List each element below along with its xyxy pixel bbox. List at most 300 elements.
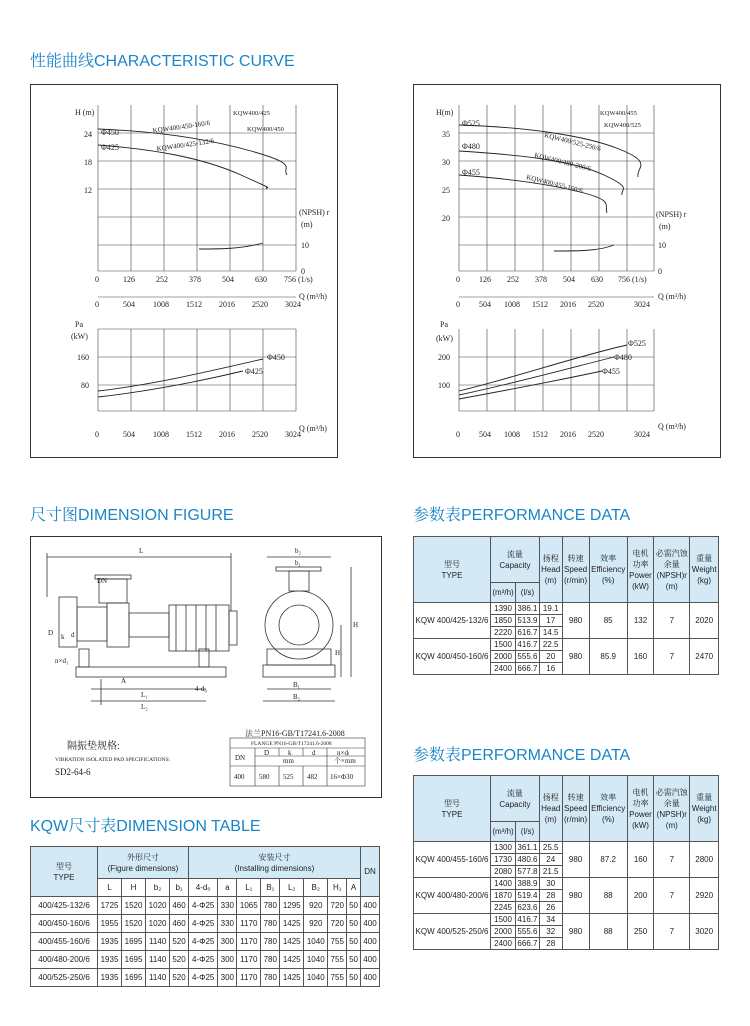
perf-capacity-ls: 519.4: [517, 891, 538, 900]
perf1-speed-header: 转速 Speed (r/min): [562, 537, 589, 603]
performance-data-title-2: 参数表PERFORMANCE DATA: [413, 747, 631, 764]
label-phi525: Φ525: [462, 119, 480, 128]
perf-head: 21.5: [539, 866, 562, 878]
dim-row-cell: 1425: [280, 951, 304, 969]
pa-tick-200: 200: [438, 353, 450, 362]
dim-row-cell: 4-Φ25: [189, 951, 218, 969]
perf-capacity-ls: 577.8: [517, 867, 538, 876]
q-tick-r-1008: 1008: [504, 300, 520, 309]
perf-capacity-m3h: 1870: [491, 890, 516, 902]
pa-label-phi425: Φ425: [245, 367, 263, 376]
q-tick-504: 504: [123, 300, 135, 309]
dimension-drawing: [31, 537, 381, 797]
perf-model-cell: KQW 400/525-250/6: [414, 914, 491, 950]
q-tick-3024: 3024: [285, 300, 301, 309]
perf-capacity-m3h: 2000: [491, 651, 516, 663]
dimension-table-title: KQW尺寸表DIMENSION TABLE: [30, 818, 261, 835]
h-tick-18: 18: [84, 158, 92, 167]
dim-row-cell: 1170: [237, 933, 261, 951]
dim-row-cell: 1425: [280, 915, 304, 933]
perf-npsh: 7: [654, 914, 690, 950]
npsh-unit: (m): [301, 220, 313, 229]
dim-row-cell: 50: [347, 897, 361, 915]
q-axis-label-right-bottom: Q (m³/h): [658, 422, 686, 431]
ls-tick-r-378: 378: [535, 275, 547, 284]
dim-row-cell: 1140: [146, 933, 170, 951]
q2-tick-504: 504: [123, 430, 135, 439]
perf-efficiency: 85: [589, 603, 627, 639]
perf-power: 132: [627, 603, 653, 639]
perf-capacity-ls: 555.6: [517, 927, 538, 936]
curve-label-right-a: KQW400/525-250/6: [543, 131, 602, 153]
ls-tick-504: 504: [222, 275, 234, 284]
perf-power: 160: [627, 639, 653, 675]
dim-table-figure-header: 外形尺寸 (Figure dimensions): [98, 847, 189, 879]
curve-pa-phi450: [98, 359, 263, 391]
pad-spec-model: SD2-64-6: [55, 767, 91, 777]
dim-row-cell: 780: [261, 915, 280, 933]
npsh-tick-10: 10: [301, 241, 309, 250]
dim-table-install-header: 安装尺寸 (Installing dimensions): [189, 847, 361, 879]
dim-row-cell: 400: [360, 897, 379, 915]
perf-head: 34: [539, 914, 562, 926]
model-label-a: KQW400/425: [233, 110, 270, 117]
h-tick-25: 25: [442, 186, 450, 195]
dim-row-cell: 520: [170, 933, 189, 951]
perf1-ls-header: (l/s): [516, 583, 540, 603]
q-axis-label-bottom: Q (m³/h): [299, 424, 327, 433]
perf-capacity-m3h: 1850: [491, 615, 516, 627]
dim-table-dn-header: DN: [360, 847, 379, 897]
dim-label-L2: L₂: [141, 703, 148, 711]
perf-speed: 980: [562, 842, 589, 878]
perf-head: 28: [539, 890, 562, 902]
dim-label-nxd: n×d₁: [55, 657, 69, 665]
q2-tick-r-0: 0: [456, 430, 460, 439]
perf2-ls-header: (l/s): [516, 822, 540, 842]
npsh-label-right: (NPSH) r: [656, 210, 687, 219]
q-tick-2520: 2520: [252, 300, 268, 309]
dimension-table: [30, 846, 380, 987]
perf-head: 28: [539, 938, 562, 950]
dimension-figure-panel: [30, 536, 382, 798]
q-tick-1512: 1512: [186, 300, 202, 309]
perf1-power-header: 电机 功率 Power (kW): [627, 537, 653, 603]
dim-label-d: d: [71, 631, 75, 639]
perf2-capacity-header: 流量 Capacity: [491, 776, 540, 822]
perf2-head-header: 扬程 Head (m): [539, 776, 562, 842]
dim-sub-a: a: [218, 879, 237, 897]
dim-row-cell: 520: [170, 969, 189, 987]
dim-row-cell: 300: [218, 969, 237, 987]
dim-row-cell: 1295: [280, 897, 304, 915]
pa-tick-100: 100: [438, 381, 450, 390]
dim-row-cell: 1695: [122, 951, 146, 969]
chart-left-svg: [31, 85, 337, 457]
perf-capacity-ls: 480.6: [517, 855, 538, 864]
dim-row-model: 400/455-160/6: [31, 933, 98, 951]
flange-head-dn: DN: [235, 754, 246, 762]
perf-power: 160: [627, 842, 653, 878]
q2-tick-r-1512: 1512: [532, 430, 548, 439]
model-label-b: KQW400/450: [247, 126, 284, 133]
curve-label-right-c: KQW400/455-160/6: [525, 173, 584, 195]
dim-row-cell: 1020: [146, 897, 170, 915]
perf-npsh: 7: [654, 639, 690, 675]
model-label-right-a: KQW400/455: [600, 110, 637, 117]
perf-head: 16: [539, 663, 562, 675]
perf-efficiency: 88: [589, 878, 627, 914]
perf1-capacity-header: 流量 Capacity: [491, 537, 540, 583]
dim-row-cell: 920: [304, 915, 328, 933]
perf-speed: 980: [562, 603, 589, 639]
perf-power: 250: [627, 914, 653, 950]
dim-row-cell: 460: [170, 897, 189, 915]
perf-head: 14.5: [539, 627, 562, 639]
flange-table: [230, 728, 365, 786]
dim-label-b1: b₁: [295, 559, 301, 567]
dim-row-cell: 4-Φ25: [189, 933, 218, 951]
h-tick-35: 35: [442, 130, 450, 139]
perf2-m3h-header: (m³/h): [491, 822, 516, 842]
dim-row-cell: 460: [170, 915, 189, 933]
perf-model-cell: KQW 400/450-160/6: [414, 639, 491, 675]
perf1-head-header: 扬程 Head (m): [539, 537, 562, 603]
dim-row-cell: 4-Φ25: [189, 969, 218, 987]
kw-label: (kW): [71, 332, 88, 341]
table-row: [31, 951, 380, 969]
curve-section-title: 性能曲线CHARACTERISTIC CURVE: [30, 53, 295, 70]
dim-row-cell: 330: [218, 897, 237, 915]
dim-row-cell: 1935: [98, 951, 122, 969]
npsh-unit-right: (m): [659, 222, 671, 231]
dim-row-cell: 400: [360, 969, 379, 987]
dim-row-cell: 780: [261, 933, 280, 951]
perf-efficiency: 88: [589, 914, 627, 950]
label-phi480: Φ480: [462, 142, 480, 151]
perf-capacity-m3h: 1400: [491, 878, 516, 890]
q-tick-r-2016: 2016: [560, 300, 576, 309]
dim-sub-A: A: [347, 879, 361, 897]
q-tick-r-504: 504: [479, 300, 491, 309]
dim-row-cell: 1425: [280, 933, 304, 951]
chart-left-grid: [98, 105, 296, 411]
table-row: [31, 897, 380, 915]
characteristic-chart-right: [413, 84, 721, 458]
perf2-type-header: 型号 TYPE: [414, 776, 491, 842]
perf-capacity-ls: 361.1: [517, 843, 538, 852]
label-phi450: Φ450: [101, 128, 119, 137]
dim-row-cell: 1065: [237, 897, 261, 915]
dim-row-cell: 330: [218, 915, 237, 933]
dim-row-cell: 755: [328, 969, 347, 987]
dim-label-L: L: [139, 547, 144, 555]
dim-row-cell: 300: [218, 933, 237, 951]
perf-speed: 980: [562, 914, 589, 950]
perf2-efficiency-header: 效率 Efficiency (%): [589, 776, 627, 842]
flange-unit-mm: mm: [283, 757, 294, 765]
flange-subtitle: FLANGE PN16-GB/T17241.6-2008: [251, 741, 332, 747]
dim-label-D: D: [48, 629, 54, 637]
q2-tick-r-1008: 1008: [504, 430, 520, 439]
perf-weight: 2920: [690, 878, 719, 914]
flange-val-D: 580: [259, 773, 270, 781]
perf-capacity-ls: 416.7: [517, 915, 538, 924]
perf2-power-header: 电机 功率 Power (kW): [627, 776, 653, 842]
dim-row-cell: 400: [360, 933, 379, 951]
perf-head: 19.1: [539, 603, 562, 615]
ls-tick-r-504: 504: [563, 275, 575, 284]
h-axis-label-right: H(m): [436, 108, 454, 117]
h-tick-30: 30: [442, 158, 450, 167]
perf-capacity-ls: 623.6: [517, 903, 538, 912]
perf1-body: [414, 603, 719, 675]
perf-capacity-m3h: 2220: [491, 627, 516, 639]
perf2-weight-header: 重量 Weight (kg): [690, 776, 719, 842]
perf2-header: [414, 776, 719, 842]
perf-capacity-ls: 555.6: [517, 652, 538, 661]
perf-capacity-ls: 616.7: [517, 628, 538, 637]
flange-val-d: 482: [307, 773, 318, 781]
flange-head-d: D: [264, 749, 270, 757]
perf-weight: 2020: [690, 603, 719, 639]
curve-npsh-left: [199, 243, 263, 249]
perf-capacity-m3h: 1730: [491, 854, 516, 866]
q-tick-r-3024: 3024: [634, 300, 650, 309]
perf-efficiency: 85.9: [589, 639, 627, 675]
perf1-efficiency-header: 效率 Efficiency (%): [589, 537, 627, 603]
perf-head: 20: [539, 651, 562, 663]
dim-row-model: 400/425-132/6: [31, 897, 98, 915]
dim-label-H1: H₁: [335, 649, 343, 657]
dim-row-cell: 50: [347, 915, 361, 933]
perf-head: 30: [539, 878, 562, 890]
dim-label-A: A: [121, 677, 127, 685]
table-row: [414, 603, 719, 615]
perf-head: 24: [539, 854, 562, 866]
dim-row-cell: 400: [360, 915, 379, 933]
perf-npsh: 7: [654, 842, 690, 878]
flange-val-dn: 400: [234, 773, 245, 781]
dim-row-cell: 1695: [122, 969, 146, 987]
dim-row-cell: 755: [328, 951, 347, 969]
q2-tick-r-2520: 2520: [588, 430, 604, 439]
q-axis-label-right-top: Q (m³/h): [658, 292, 686, 301]
perf-capacity-m3h: 2000: [491, 926, 516, 938]
perf-capacity-ls: 388.9: [517, 879, 538, 888]
table-row: [414, 914, 719, 926]
q2-tick-r-504: 504: [479, 430, 491, 439]
pad-spec-cn: 隔振垫规格:: [67, 741, 120, 752]
dim-row-cell: 1725: [98, 897, 122, 915]
dim-sub-H1: H₁: [328, 879, 347, 897]
curve-label-right-b: KQW400/480-200/6: [533, 151, 592, 173]
chart-right-grid: [459, 105, 654, 411]
dim-sub-b1: b₁: [170, 879, 189, 897]
dim-row-cell: 1020: [146, 915, 170, 933]
perf-capacity-ls: 666.7: [517, 664, 538, 673]
dim-row-cell: 1040: [304, 951, 328, 969]
dim-row-cell: 50: [347, 969, 361, 987]
dim-row-cell: 1040: [304, 933, 328, 951]
flange-val-n: 16×Φ30: [330, 773, 354, 781]
perf-capacity-m3h: 2080: [491, 866, 516, 878]
dim-sub-B2: B₂: [304, 879, 328, 897]
model-label-right-b: KQW400/525: [604, 122, 641, 129]
perf1-npsh-header: 必需汽蚀 余量 (NPSH)r (m): [654, 537, 690, 603]
ls-tick-0: 0: [95, 275, 99, 284]
dim-row-cell: 4-Φ25: [189, 897, 218, 915]
dim-row-cell: 1170: [237, 951, 261, 969]
perf-capacity-m3h: 1390: [491, 603, 516, 615]
table-row: [414, 842, 719, 854]
kw-label-right: (kW): [436, 334, 453, 343]
q2-tick-2016: 2016: [219, 430, 235, 439]
q-tick-0: 0: [95, 300, 99, 309]
dim-table-body: [31, 897, 380, 987]
table-row: [414, 878, 719, 890]
h-tick-24: 24: [84, 130, 92, 139]
dim-row-cell: 780: [261, 969, 280, 987]
pa-label: Pa: [75, 320, 83, 329]
dim-label-L1: L₁: [141, 691, 148, 699]
curve-h-phi425: [98, 145, 268, 189]
q-tick-r-0: 0: [456, 300, 460, 309]
dim-row-cell: 4-Φ25: [189, 915, 218, 933]
dim-sub-4d0: 4-d₀: [189, 879, 218, 897]
curve-npsh-right: [554, 245, 614, 251]
perf-capacity-m3h: 2400: [491, 663, 516, 675]
dim-sub-L2: L₂: [280, 879, 304, 897]
dim-row-cell: 1040: [304, 969, 328, 987]
pa-label-phi450: Φ450: [267, 353, 285, 362]
ls-tick-126: 126: [123, 275, 135, 284]
dim-row-cell: 720: [328, 915, 347, 933]
ls-tick-r-252: 252: [507, 275, 519, 284]
npsh-label: (NPSH) r: [299, 208, 330, 217]
q2-tick-r-3024: 3024: [634, 430, 650, 439]
perf-head: 25.5: [539, 842, 562, 854]
perf-npsh: 7: [654, 878, 690, 914]
perf-capacity-m3h: 1500: [491, 914, 516, 926]
perf1-m3h-header: (m³/h): [491, 583, 516, 603]
q2-tick-3024: 3024: [285, 430, 301, 439]
dim-label-B2: B₂: [293, 693, 301, 701]
dim-row-cell: 50: [347, 933, 361, 951]
pump-side-view: [47, 553, 237, 705]
perf-speed: 980: [562, 639, 589, 675]
h-tick-20: 20: [442, 214, 450, 223]
label-phi455: Φ455: [462, 168, 480, 177]
dim-label-k: k: [61, 633, 65, 641]
perf-capacity-ls: 513.9: [517, 616, 538, 625]
q2-tick-2520: 2520: [252, 430, 268, 439]
perf-efficiency: 87.2: [589, 842, 627, 878]
curve-label-a: KQW400/450-160/6: [152, 118, 211, 135]
characteristic-chart-left: [30, 84, 338, 458]
dim-row-cell: 1170: [237, 969, 261, 987]
dim-sub-b2: b₂: [146, 879, 170, 897]
dim-row-cell: 1935: [98, 933, 122, 951]
flange-head-d2: d: [312, 749, 316, 757]
dim-row-cell: 1520: [122, 897, 146, 915]
perf-weight: 2470: [690, 639, 719, 675]
perf-model-cell: KQW 400/425-132/6: [414, 603, 491, 639]
dim-row-cell: 1520: [122, 915, 146, 933]
ls-tick-r-630: 630: [591, 275, 603, 284]
perf-capacity-ls: 666.7: [517, 939, 538, 948]
pa-tick-160: 160: [77, 353, 89, 362]
table-row: [414, 639, 719, 651]
flange-unit-n: 个×mm: [334, 757, 356, 765]
performance-table-2: [413, 775, 719, 950]
table-row: [31, 969, 380, 987]
pa-label-right: Pa: [440, 320, 448, 329]
dim-row-cell: 50: [347, 951, 361, 969]
ls-tick-252: 252: [156, 275, 168, 284]
perf-head: 17: [539, 615, 562, 627]
perf-capacity-ls: 386.1: [517, 604, 538, 613]
perf2-npsh-header: 必需汽蚀 余量 (NPSH)r (m): [654, 776, 690, 842]
perf2-speed-header: 转速 Speed (r/min): [562, 776, 589, 842]
npsh-tick-0-right: 0: [658, 267, 662, 276]
ls-tick-r-0: 0: [456, 275, 460, 284]
dim-row-cell: 1140: [146, 969, 170, 987]
h-tick-12: 12: [84, 186, 92, 195]
q-tick-2016: 2016: [219, 300, 235, 309]
dim-label-bolt: 4-d₀: [195, 685, 207, 693]
h-axis-label: H (m): [75, 108, 95, 117]
perf-power: 200: [627, 878, 653, 914]
table-row: [31, 915, 380, 933]
perf-speed: 980: [562, 878, 589, 914]
npsh-tick-0: 0: [301, 267, 305, 276]
dim-row-model: 400/480-200/6: [31, 951, 98, 969]
flange-head-n: n×dₗ: [337, 749, 350, 757]
pa-label-phi455: Φ455: [602, 367, 620, 376]
dim-label-b2: b₂: [295, 547, 301, 555]
dim-sub-L1: L₁: [237, 879, 261, 897]
ls-tick-r-756: 756 (1/s): [618, 275, 647, 284]
perf-capacity-m3h: 1500: [491, 639, 516, 651]
perf-weight: 3020: [690, 914, 719, 950]
dim-sub-L: L: [98, 879, 122, 897]
flange-val-k: 525: [283, 773, 294, 781]
dim-row-cell: 755: [328, 933, 347, 951]
perf-capacity-m3h: 2245: [491, 902, 516, 914]
table-row: [31, 933, 380, 951]
perf-capacity-m3h: 1300: [491, 842, 516, 854]
ls-tick-378: 378: [189, 275, 201, 284]
pa-tick-80: 80: [81, 381, 89, 390]
curve-pa-phi425: [98, 371, 243, 397]
perf-capacity-ls: 416.7: [517, 640, 538, 649]
q2-tick-0: 0: [95, 430, 99, 439]
ls-tick-756: 756 (1/s): [284, 275, 313, 284]
perf-head: 26: [539, 902, 562, 914]
perf-model-cell: KQW 400/455-160/6: [414, 842, 491, 878]
label-phi425: Φ425: [101, 143, 119, 152]
pad-spec-en: VIBRATION ISOLATED PAD SPECIFICATIONS:: [55, 757, 171, 763]
flange-head-k: k: [288, 749, 292, 757]
ls-tick-r-126: 126: [479, 275, 491, 284]
perf1-header: [414, 537, 719, 603]
dim-table-type-header: 型号 TYPE: [31, 847, 98, 897]
perf-capacity-m3h: 2400: [491, 938, 516, 950]
dim-row-cell: 720: [328, 897, 347, 915]
dim-row-model: 400/525-250/6: [31, 969, 98, 987]
dim-row-cell: 1935: [98, 969, 122, 987]
